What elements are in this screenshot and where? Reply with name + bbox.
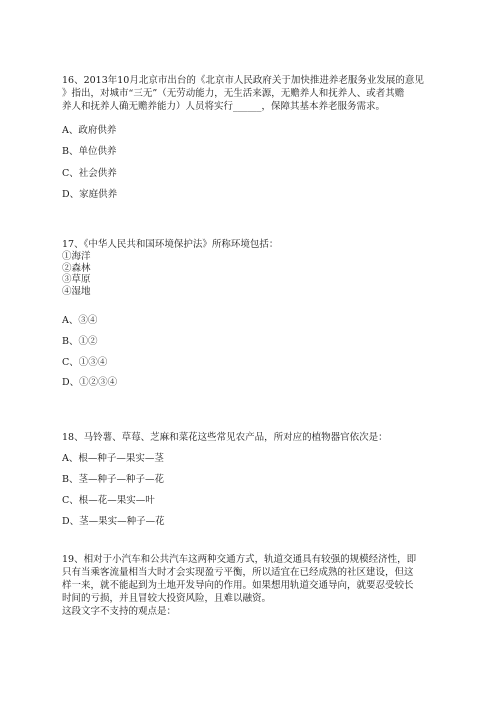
option-d[interactable]: D、茎—果实—种子—花 xyxy=(62,516,165,527)
option-c[interactable]: C、社会供养 xyxy=(62,168,117,179)
sub-item: ④湿地 xyxy=(62,285,91,297)
option-a[interactable]: A、根—种子—果实—茎 xyxy=(62,453,164,464)
sub-item: ①海洋 xyxy=(62,251,91,262)
question-17 xyxy=(62,238,442,388)
stem-line: 养人和抚养人确无赡养能力）人员将实行______，保障其基本养老服务需求。 xyxy=(62,101,386,112)
stem-line: 时间的亏损，并且冒较大投资风险，且难以融资。 xyxy=(62,593,272,604)
question-stem xyxy=(62,238,442,251)
option-b[interactable]: B、①② xyxy=(62,336,98,347)
option-c[interactable]: C、①③④ xyxy=(62,357,108,368)
stem-line: 只有当乘客流量相当大时才会实现盈亏平衡，所以适宜在已经成熟的社区建设，但这 xyxy=(62,567,414,578)
sub-item: ③草原 xyxy=(62,274,91,285)
stem-line: 样一来，就不能起到为土地开发导向的作用。如果想用轨道交通导向，就要忍受较长 xyxy=(62,580,414,591)
option-a[interactable]: A、政府供养 xyxy=(62,125,117,136)
sub-item-list xyxy=(62,251,442,297)
stem-line: 17、《中华人民共和国环境保护法》所称环境包括： xyxy=(62,239,279,250)
question-16 xyxy=(62,74,442,200)
question-stem xyxy=(62,431,442,444)
sub-item: ②森林 xyxy=(62,262,91,274)
question-stem xyxy=(62,74,442,113)
option-b[interactable]: B、单位供养 xyxy=(62,146,117,157)
option-b[interactable]: B、茎—种子—种子—花 xyxy=(62,474,164,485)
question-19 xyxy=(62,553,442,618)
stem-line: 这段文字不支持的观点是： xyxy=(62,606,177,617)
option-d[interactable]: D、①②③④ xyxy=(62,377,118,388)
stem-line: 16、2013年10月北京市出台的《北京市人民政府关于加快推进养老服务业发展的意见 xyxy=(62,75,424,86)
question-stem xyxy=(62,553,442,618)
option-d[interactable]: D、家庭供养 xyxy=(62,189,118,200)
stem-line: 19、相对于小汽车和公共汽车这两种交通方式，轨道交通具有较强的规模经济性，即 xyxy=(62,554,417,565)
stem-line: 》指出，对城市“三无”（无劳动能力，无生活来源，无赡养人和抚养人、或者其赡 xyxy=(62,88,405,99)
question-18 xyxy=(62,431,442,527)
option-c[interactable]: C、根—花—果实—叶 xyxy=(62,495,155,506)
stem-line: 18、马铃薯、草莓、芝麻和菜花这些常见农产品，所对应的植物器官依次是： xyxy=(62,432,388,443)
option-a[interactable]: A、③④ xyxy=(62,315,98,326)
